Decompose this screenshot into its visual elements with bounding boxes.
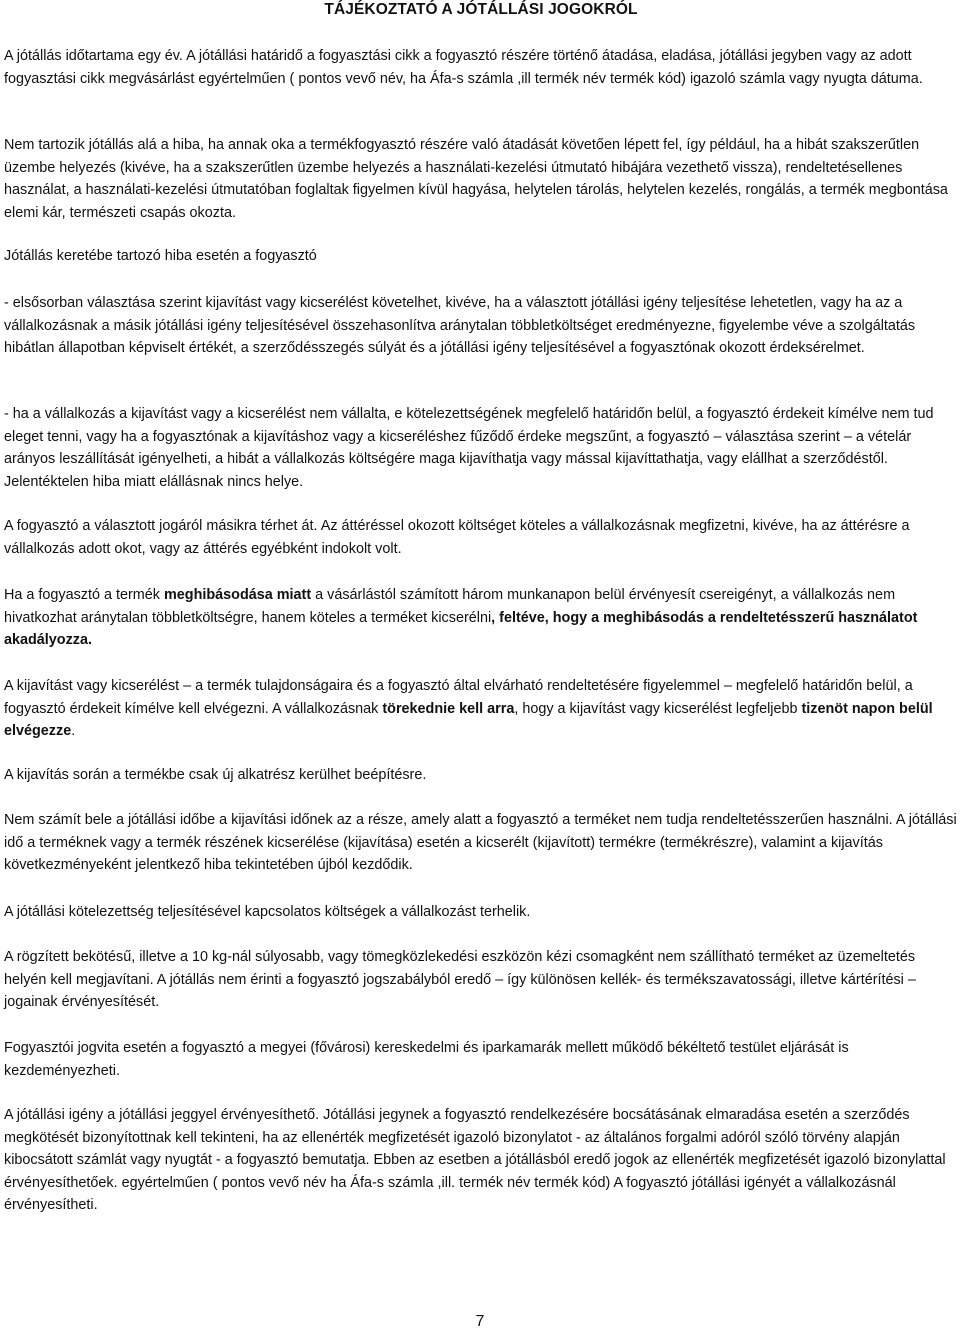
paragraph-text: Nem számít bele a jótállási időbe a kijavítási időnek az a része, amely alatt a fogyasztó a terméket nem tudja rendeltetésszerűen használni. A jótállási idő a terméknek vagy a termék részének kicserélése (kijavítása) esetén a kicserélt (kijavított) termékre (termékrészre), valamint a kijavítás következményeként jelentkező hiba tekintetében újból kezdődik. xyxy=(4,812,957,874)
paragraph-price-reduction xyxy=(4,403,958,493)
paragraph-new-parts xyxy=(4,764,958,787)
paragraph-replacement-claim xyxy=(4,584,958,652)
paragraph-text: - elsősorban választása szerint kijavítást vagy kicserélést követelhet, kivéve, ha a választott jótállási igény teljesítése lehetetlen, vagy ha az a vállalkozásnak a másik jótállási igény teljesítésével összehasonlítva aránytalan többletköltséget eredményezne, figyelembe véve a szolgáltatás hibátlan állapotban képviselt értékét, a szerződésszegés súlyát és a jótállási igény teljesítésével a fogyasztónak okozott érdeksérelmet. xyxy=(4,295,916,357)
paragraph-text: A kijavítást vagy kicserélést – a termék tulajdonságaira és a fogyasztó által elvárható rendeltetésére figyelemmel – megfelelő határidőn belül, a fogyasztó érdekeit kímélve kell elvégezni. A vállalkozásnak xyxy=(4,678,913,717)
paragraph-text: A jótállási igény a jótállási jeggyel érvényesíthető. Jótállási jegynek a fogyasztó rendelkezésére bocsátásának elmaradása esetén a szerződés megkötését bizonyítottnak kell tekinteni, ha az ellenérték megfizetését igazoló bizonylatot - az általános forgalmi adóról szóló törvény alapján kibocsátott számlát vagy nyugtát - a fogyasztó bemutatja. Ebben az esetben a jótállásból eredő jogok az ellenérték megfizetését igazoló bizonylattal érvényesíthetőek. egyértelműen ( pontos vevő név ha Áfa-s számla ,ill. termék név termék kód) A fogyasztó jótállási igényét a vállalkozásnál érvényesítheti. xyxy=(4,1107,946,1214)
paragraph-text: - ha a vállalkozás a kijavítást vagy a kicserélést nem vállalta, e kötelezettségének megfelelő határidőn belül, a fogyasztó érdekeit kímélve nem tud eleget tenni, vagy ha a fogyasztónak a kijavításhoz vagy a kicseréléshez fűződő érdeke megszűnt, a fogyasztó – választása szerint – a vételár arányos leszállítását igényelheti, a hibát a vállalkozás költségére maga kijavíthatja vagy mással kijavíttathatja, vagy elállhat a szerződéstől. Jelentéktelen hiba miatt elállásnak nincs helye. xyxy=(4,406,934,490)
paragraph-repair-or-replace xyxy=(4,292,958,360)
paragraph-text: A jótállási kötelezettség teljesítésével kapcsolatos költségek a vállalkozást terhelik. xyxy=(4,904,531,920)
paragraph-text: Ha a fogyasztó a termék xyxy=(4,587,164,603)
paragraph-repair-deadline xyxy=(4,675,958,743)
bold-text: meghibásodása miatt xyxy=(163,587,312,603)
paragraph-warranty-period xyxy=(4,45,958,90)
bold-text: törekednie kell arra xyxy=(382,700,515,717)
paragraph-onsite-repair xyxy=(4,946,958,1014)
page-number: 7 xyxy=(475,1313,485,1330)
paragraph-warranty-card xyxy=(4,1104,958,1217)
paragraph-switching-rights xyxy=(4,515,958,560)
paragraph-consumer-rights-intro xyxy=(4,245,958,268)
paragraph-text: Nem tartozik jótállás alá a hiba, ha annak oka a termékfogyasztó részére való átadását követően lépett fel, így például, ha a hibát szakszerűtlen üzembe helyezés (kivéve, ha a szakszerűtlen üzembe helyezés a használati-kezelési útmutató hibájára vezethető vissza), rendeltetésellenes használat, a használati-kezelési útmutatóban foglaltak figyelmen kívül hagyása, helytelen tárolás, helytelen kezelés, rongálás, a termék megbontása elemi kár, természeti csapás okozta. xyxy=(4,137,948,221)
paragraph-warranty-extension xyxy=(4,809,958,877)
paragraph-text: A fogyasztó a választott jogáról másikra térhet át. Az áttéréssel okozott költséget köteles a vállalkozásnak megfizetni, kivéve, ha az áttérésre a vállalkozás adott okot, vagy az áttérés egyébként indokolt volt. xyxy=(4,518,910,557)
paragraph-text: A kijavítás során a termékbe csak új alkatrész kerülhet beépítésre. xyxy=(4,767,427,783)
paragraph-text: Fogyasztói jogvita esetén a fogyasztó a megyei (fővárosi) kereskedelmi és iparkamarák mellett működő békéltető testület eljárását is kezdeményezheti. xyxy=(4,1040,849,1079)
paragraph-text: , hogy a kijavítást vagy kicserélést legfeljebb xyxy=(514,700,802,717)
paragraph-text: . xyxy=(71,723,76,740)
paragraph-exclusions xyxy=(4,134,958,224)
document-title: TÁJÉKOZTATÓ A JÓTÁLLÁSI JOGOKRÓL xyxy=(324,1,638,18)
paragraph-text: a vásárlástól számított három munkanapon belül érvényesít csereigényt, a vállalkozás nem hivatkozhat aránytalan többletköltségre, hanem köteles a terméket kicserélni xyxy=(4,587,896,626)
bold-text: , feltéve, hogy a meghibásodás a rendeltetésszerű használatot akadályozza. xyxy=(4,609,918,649)
paragraph-costs xyxy=(4,901,958,924)
paragraph-dispute-resolution xyxy=(4,1037,958,1082)
paragraph-text: A rögzített bekötésű, illetve a 10 kg-nál súlyosabb, vagy tömegközlekedési eszközön kézi csomagként nem szállítható terméket az üzemeltetés helyén kell megjavítani. A jótállás nem érinti a fogyasztó jogszabályból eredő – így különösen kellék- és termékszavatossági, illetve kártérítési – jogainak érvényesítését. xyxy=(4,949,916,1011)
bold-text: tizenöt napon belül elvégezze xyxy=(4,700,933,740)
paragraph-text: Jótállás keretébe tartozó hiba esetén a fogyasztó xyxy=(4,248,317,264)
paragraph-text: A jótállás időtartama egy év. A jótállási határidő a fogyasztási cikk a fogyasztó részére történő átadása, eladása, jótállási jegyben vagy az adott fogyasztási cikk megvásárlást egyértelműen ( pontos vevő név, ha Áfa-s számla ,ill termék név termék kód) igazoló számla vagy nyugta dátuma. xyxy=(4,48,923,87)
